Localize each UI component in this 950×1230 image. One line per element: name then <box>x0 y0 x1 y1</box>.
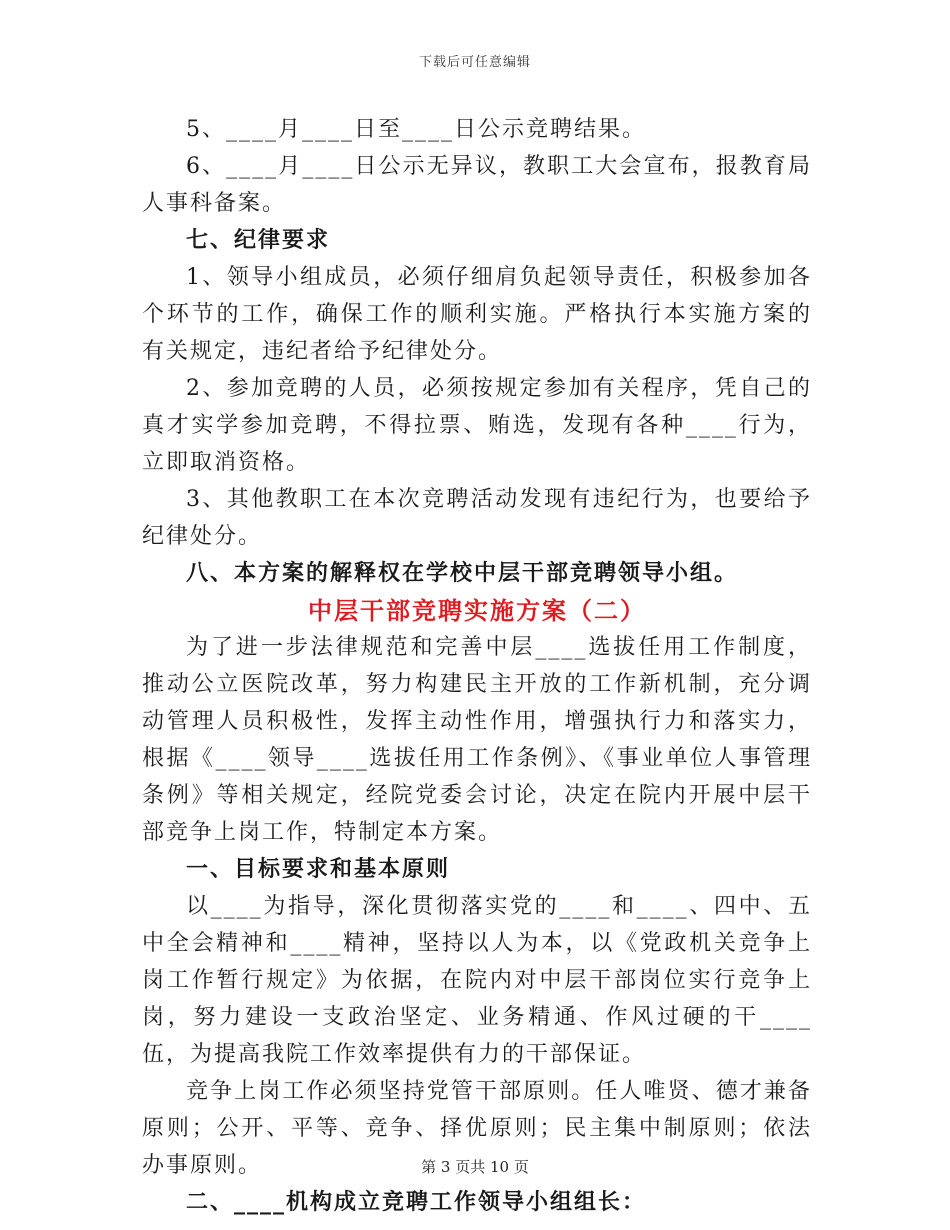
header-note: 下载后可任意编辑 <box>418 55 531 70</box>
section-heading-discipline: 七、纪律要求 <box>186 227 331 253</box>
document-body <box>142 111 812 1221</box>
document-title: 中层干部竞聘实施方案（二） <box>308 596 646 625</box>
paragraph-goals: 以____为指导，深化贯彻落实党的____和____、四中、五中全会精神和____精神，坚持以人为本，以《党政机关竞争上岗工作暂行规定》为依据，在院内对中层干部岗位实行竞争上岗，努力建设一支政治坚定、业务精通、作风过硬的干____伍，为提高我院工作效率提供有力的干部保证。 <box>142 894 812 1067</box>
paragraph-schedule-5: 5、____月____日至____日公示竞聘结果。 <box>186 117 646 142</box>
section-heading-goals: 一、目标要求和基本原则 <box>186 856 451 882</box>
paragraph-schedule-6: 6、____月____日公示无异议，教职工大会宣布，报教育局人事科备案。 <box>142 154 812 216</box>
paragraph-discipline-1: 1、领导小组成员，必须仔细肩负起领导责任，积极参加各个环节的工作，确保工作的顺利实施。严格执行本实施方案的有关规定，违纪者给予纪律处分。 <box>142 265 812 364</box>
paragraph-intro: 为了进一步法律规范和完善中层____选拔任用工作制度，推动公立医院改革，努力构建民主开放的工作新机制，充分调动管理人员积极性，发挥主动性作用，增强执行力和落实力，根据《____领导____选拔任用工作条例》、《事业单位人事管理条例》等相关规定，经院党委会讨论，决定在院内开展中层干部竞争上岗工作，特制定本方案。 <box>142 635 812 845</box>
paragraph-principles: 竞争上岗工作必须坚持党管干部原则。任人唯贤、德才兼备原则；公开、平等、竞争、择优原则；民主集中制原则；依法办事原则。 <box>142 1079 812 1178</box>
paragraph-discipline-2: 2、参加竞聘的人员，必须按规定参加有关程序，凭自己的真才实学参加竞聘，不得拉票、贿选，发现有各种____行为，立即取消资格。 <box>142 376 812 475</box>
page-number: 第 3 页共 10 页 <box>421 1158 529 1176</box>
paragraph-discipline-3: 3、其他教职工在本次竞聘活动发现有违纪行为，也要给予纪律处分。 <box>142 487 812 549</box>
section-heading-interpretation: 八、本方案的解释权在学校中层干部竞聘领导小组。 <box>186 560 739 586</box>
section-heading-organization: 二、____机构成立竞聘工作领导小组组长： <box>186 1189 647 1215</box>
